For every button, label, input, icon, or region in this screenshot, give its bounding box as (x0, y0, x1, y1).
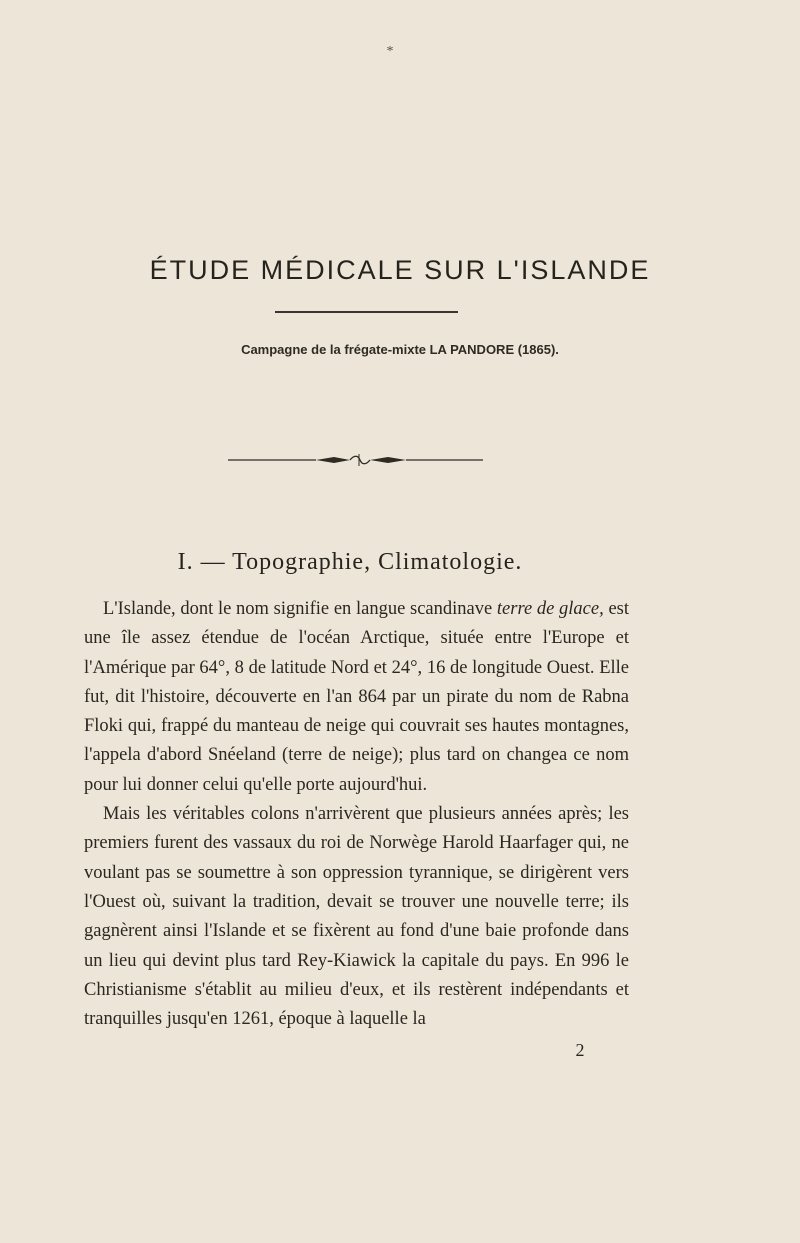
page-subtitle: Campagne de la frégate-mixte LA PANDORE (1865). (241, 342, 559, 357)
page-title: ÉTUDE MÉDICALE SUR L'ISLANDE (149, 255, 651, 285)
asterisk-mark: * (386, 44, 394, 59)
paragraph-2: Mais les véritables colons n'arrivèrent que plusieurs années après; les premiers furent des vassaux du roi de Norwège Harold Haarfager qui, ne voulant pas se soumettre à son oppression tyrannique, se dirigèrent vers l'Ouest où, suivant la tradition, devait se trouver une nouvelle terre; ils gagnèrent ainsi l'Islande et se fixèrent au fond d'une baie profonde dans un lieu qui devint plus tard Rey-Kiawick la capitale du pays. En 996 le Christianisme s'établit au milieu d'eux, et ils restèrent indépendants et tranquilles jusqu'en 1261, époque à laquelle la (84, 804, 629, 1030)
paragraph-1-rest: est une île assez étendue de l'océan Arctique, située entre l'Europe et l'Amérique par 64°, 8 de latitude Nord et 24°, 16 de longitude Ouest. Elle fut, dit l'histoire, découverte en l'an 864 par un pirate du nom de Rabna Floki qui, frappé du manteau de neige qui couvrait ses hautes montagnes, l'appela d'abord Snéeland (terre de neige); plus tard on changea ce nom pour lui donner celui qu'elle porte aujourd'hui. (84, 599, 629, 795)
paragraph-1 (84, 595, 629, 800)
section-heading: I. — Topographie, Climatologie. (177, 549, 523, 575)
italic-phrase: terre de glace, (496, 599, 604, 619)
page-number: 2 (575, 1040, 585, 1060)
title-rule (275, 311, 458, 313)
ornament-divider (228, 452, 488, 468)
paragraph-1-start: L'Islande, dont le nom signifie en langue scandinave (103, 599, 497, 619)
body-text (84, 595, 629, 1034)
